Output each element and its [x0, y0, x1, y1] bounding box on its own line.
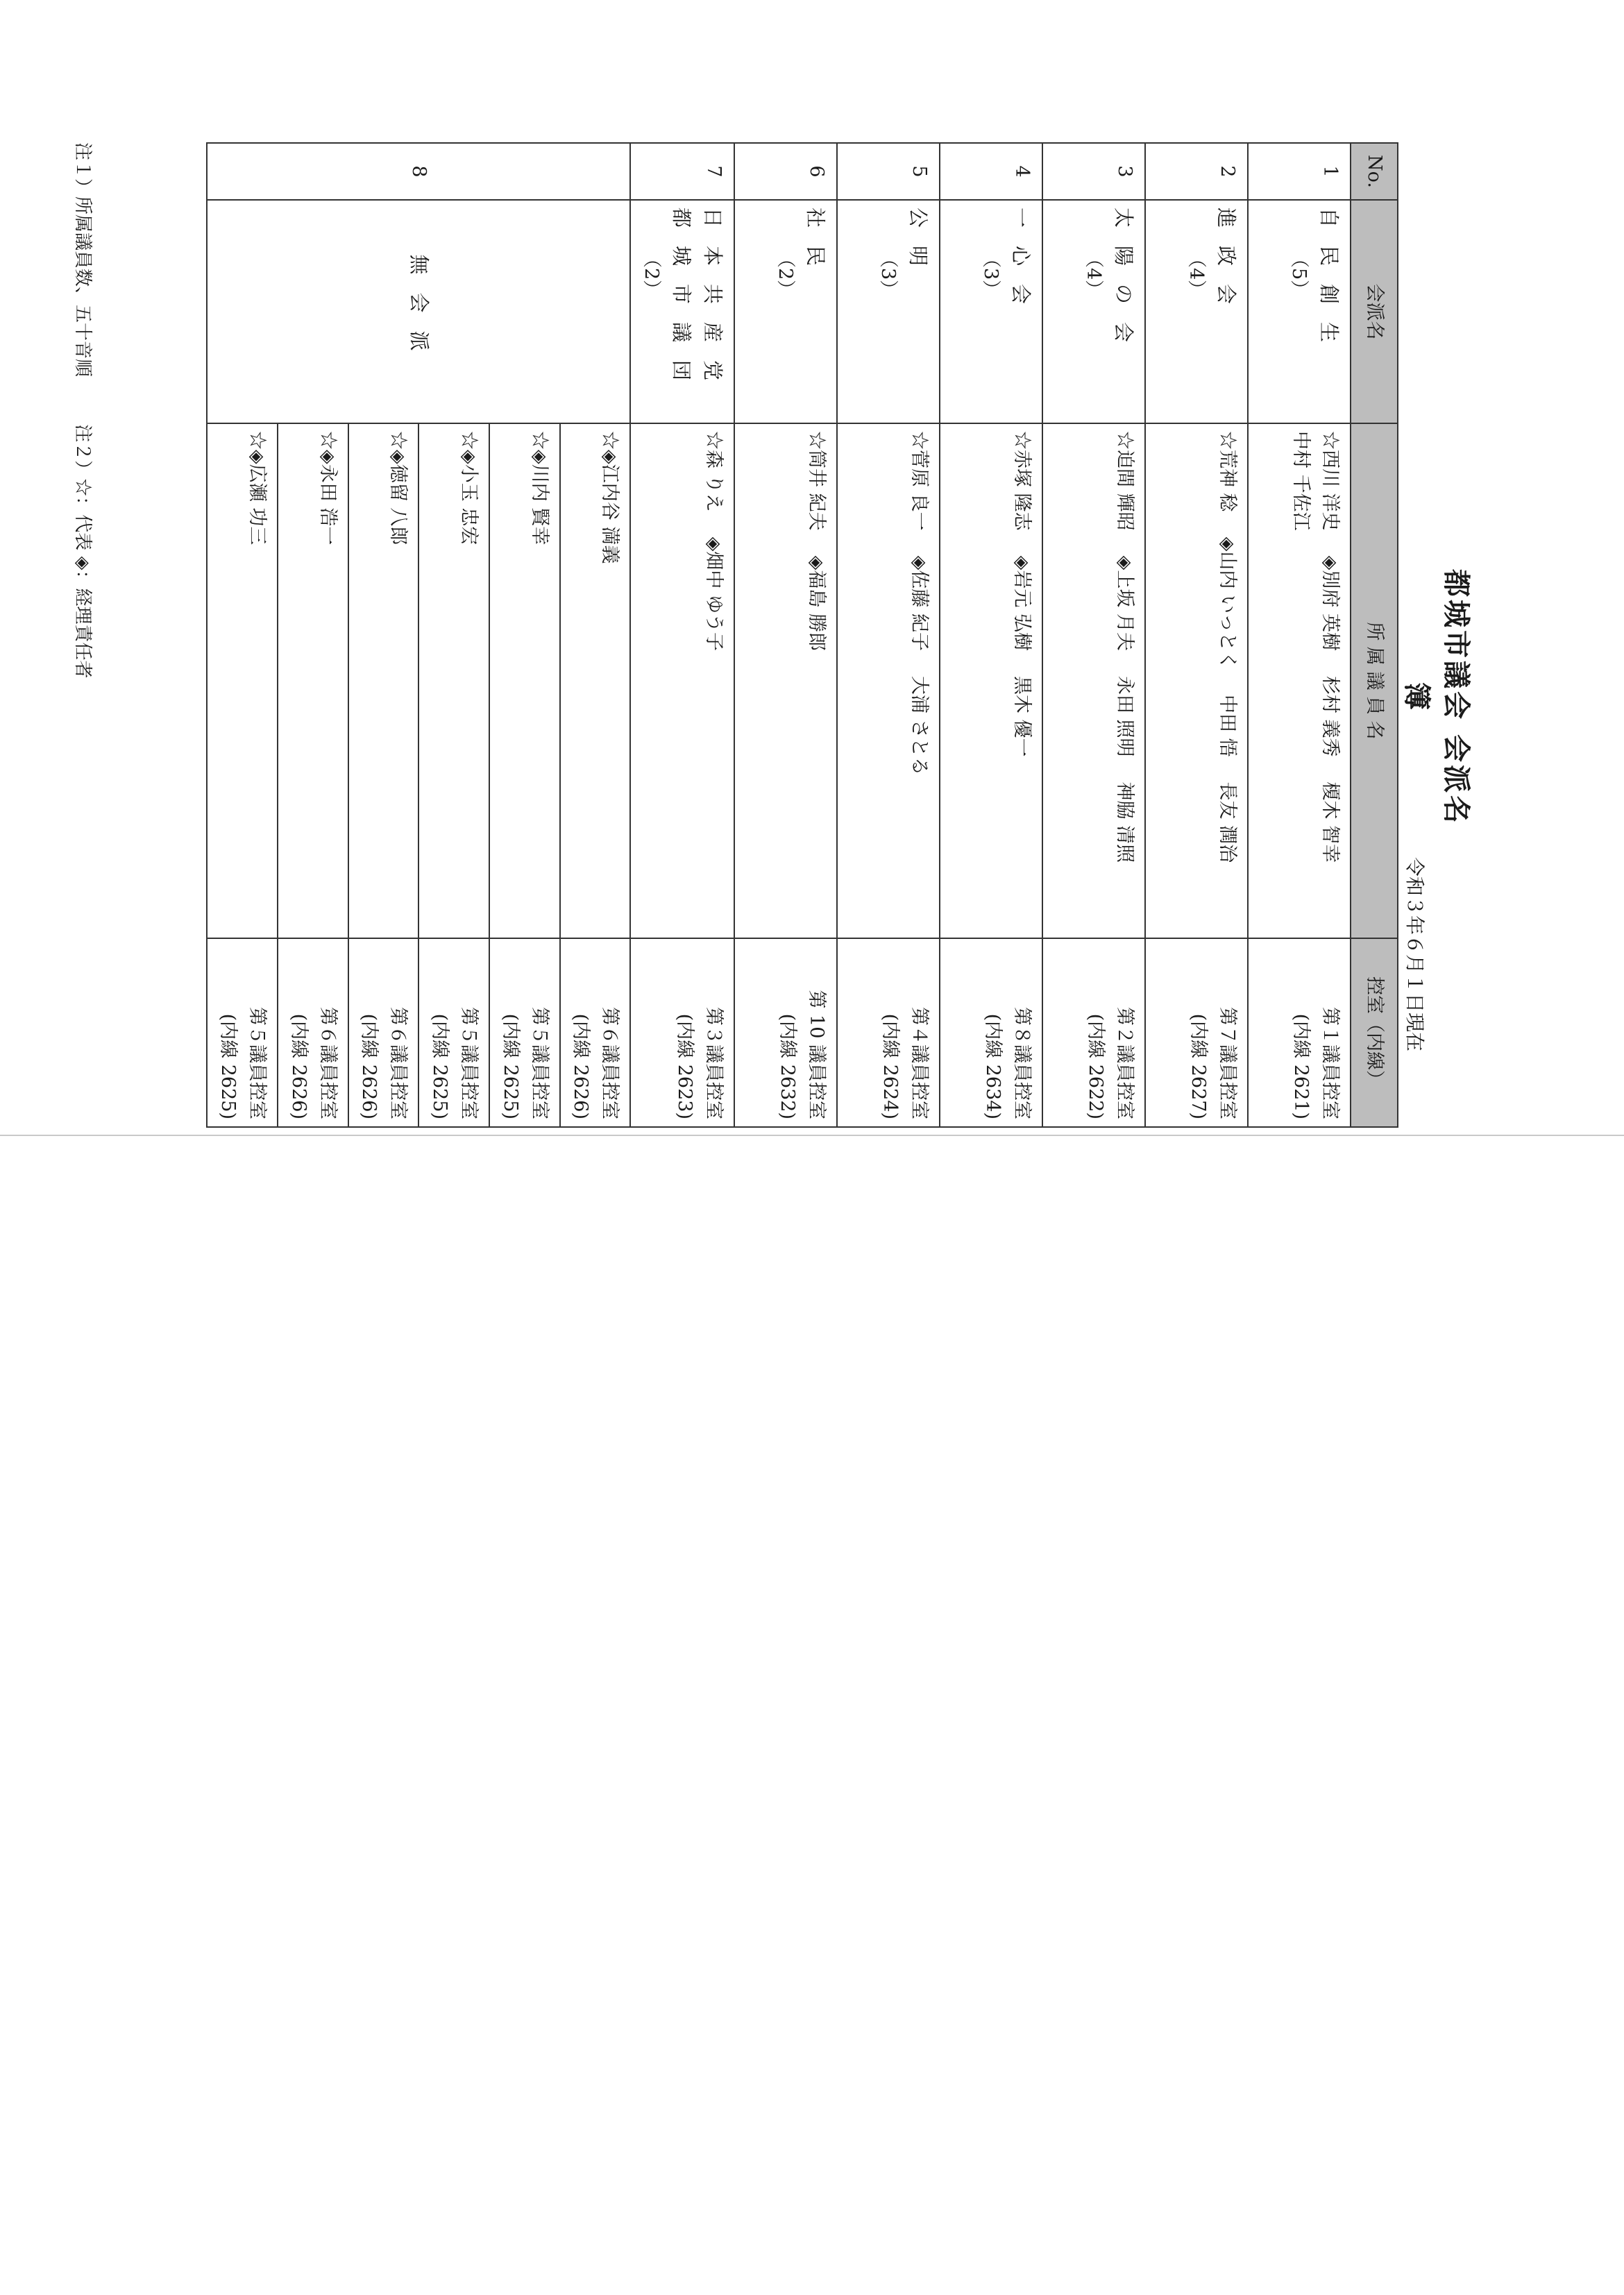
member-name: 中田 悟 — [1217, 694, 1238, 757]
header-no: No. — [1351, 143, 1398, 200]
room-text: (内線 2622) — [1085, 1013, 1107, 1119]
faction-name-cell — [734, 200, 837, 423]
faction-name-cell — [940, 200, 1042, 423]
room-text: 第６議員控室 — [599, 1007, 621, 1119]
room-text: (内線 2625) — [499, 1013, 521, 1119]
room-text: 第５議員控室 — [246, 1007, 268, 1119]
faction-no — [1042, 143, 1145, 200]
faction-room — [837, 938, 940, 1127]
faction-name: 社民 — [804, 208, 827, 285]
member-name: 長友 潤治 — [1217, 781, 1238, 863]
faction-no — [837, 143, 940, 200]
independent-member — [348, 423, 419, 938]
faction-room — [734, 938, 837, 1127]
faction-room — [940, 938, 1042, 1127]
member-name: 榎木 智幸 — [1319, 781, 1341, 863]
member-count: （3） — [877, 249, 899, 299]
faction-name: 進政会 — [1215, 208, 1238, 323]
room-text: (内線 2624) — [879, 1013, 902, 1119]
faction-no — [1145, 143, 1248, 200]
faction-row — [1042, 143, 1145, 1127]
faction-name-cell — [837, 200, 940, 423]
header-faction: 会派名 — [1351, 200, 1398, 423]
room-text: 第７議員控室 — [1217, 1007, 1238, 1119]
document-title: 都城市議会 会派名簿 — [1401, 569, 1473, 826]
independent-member — [489, 423, 560, 938]
roster-body — [207, 143, 1351, 1127]
faction-members — [1145, 423, 1248, 938]
faction-members — [1042, 423, 1145, 938]
member-name: ☆菅原 良一 — [908, 431, 930, 531]
faction-no-text: 5 — [908, 165, 930, 178]
room-text: (内線 2626) — [570, 1013, 592, 1119]
faction-no-text: 1 — [1319, 165, 1341, 178]
member-name: ◈上坂 月夫 — [1114, 555, 1135, 651]
member-name: ☆迫間 輝昭 — [1114, 431, 1135, 531]
faction-no-text: 4 — [1011, 165, 1033, 178]
faction-name-cell — [1042, 200, 1145, 423]
member-name: ◈岩元 弘樹 — [1011, 555, 1033, 651]
faction-name: 自民創生 — [1317, 208, 1341, 361]
faction-name-cell — [630, 200, 734, 423]
member-name: ☆◈川内 賢幸 — [528, 431, 550, 545]
faction-room — [1248, 938, 1351, 1127]
room-text: 第１議員控室 — [1319, 1007, 1341, 1119]
member-name: ☆◈小玉 忠宏 — [457, 431, 480, 545]
member-count: （2） — [775, 249, 797, 299]
faction-no — [207, 143, 630, 200]
faction-row — [940, 143, 1042, 1127]
room-text: (内線 2632) — [777, 1013, 799, 1119]
faction-members — [734, 423, 837, 938]
faction-row — [1145, 143, 1248, 1127]
table-header-row — [1351, 143, 1398, 1127]
faction-row — [1248, 143, 1351, 1127]
member-name: ☆西川 洋史 — [1319, 431, 1341, 531]
room-text: 第５議員控室 — [457, 1007, 480, 1119]
faction-no — [630, 143, 734, 200]
faction-name: 一心会 — [1009, 208, 1033, 323]
faction-name-cell — [1145, 200, 1248, 423]
room-text: 第 10 議員控室 — [806, 990, 827, 1119]
room-text: 第３議員控室 — [703, 1007, 725, 1119]
room-text: 第６議員控室 — [316, 1007, 339, 1119]
faction-room — [1145, 938, 1248, 1127]
faction-no-text: 3 — [1114, 165, 1135, 178]
header-members: 所 属 議 員 名 — [1351, 423, 1398, 938]
member-name: 中村 千佐江 — [1290, 431, 1312, 531]
member-name: ☆筒井 紀夫 — [806, 431, 827, 531]
faction-room — [630, 938, 734, 1127]
independent-member — [207, 423, 278, 938]
member-name: ☆◈広瀬 功三 — [246, 431, 268, 545]
faction-roster-table — [206, 142, 1398, 1128]
faction-room — [1042, 938, 1145, 1127]
faction-row — [734, 143, 837, 1127]
member-name: ◈佐藤 紀子 — [908, 555, 930, 651]
faction-name: 公明 — [906, 208, 930, 285]
member-count: （4） — [1083, 249, 1105, 299]
faction-name-cell — [207, 200, 630, 423]
roster-document — [72, 142, 1478, 1119]
faction-row — [630, 143, 734, 1127]
room-text: (内線 2623) — [674, 1013, 696, 1119]
member-count: （5） — [1288, 249, 1310, 299]
member-name: ☆◈徳留 八郎 — [387, 431, 409, 545]
faction-no — [734, 143, 837, 200]
member-name: 黒木 優一 — [1011, 675, 1033, 757]
member-name: 永田 照明 — [1114, 675, 1135, 757]
room-text: 第６議員控室 — [387, 1007, 409, 1119]
member-count: （4） — [1185, 249, 1208, 299]
footnote-2: 注２）☆：代表 ◈：経理責任者 — [72, 424, 93, 679]
member-name: ☆赤塚 隆志 — [1011, 431, 1033, 531]
independent-member — [418, 423, 489, 938]
independent-room — [489, 938, 560, 1127]
member-name: ◈山内 いっとく — [1217, 536, 1238, 670]
independent-row — [560, 143, 631, 1127]
as-of-date: 令和３年６月１日現在 — [1403, 856, 1426, 1051]
faction-members — [940, 423, 1042, 938]
member-name: ◈別府 英樹 — [1319, 555, 1341, 651]
faction-no-text: 2 — [1217, 165, 1238, 178]
member-name: ◈福島 勝郎 — [806, 555, 827, 651]
member-name: ☆◈永田 浩一 — [316, 431, 339, 545]
member-name: 神脇 清照 — [1114, 781, 1135, 863]
faction-no — [940, 143, 1042, 200]
independent-room — [418, 938, 489, 1127]
independent-room — [207, 938, 278, 1127]
faction-name: 無会派 — [407, 254, 431, 369]
member-name: ◈畑中 ゆう子 — [703, 536, 725, 651]
room-text: (内線 2625) — [429, 1013, 451, 1119]
room-text: (内線 2625) — [217, 1013, 239, 1119]
faction-members — [1248, 423, 1351, 938]
header-room: 控室（内線） — [1351, 938, 1398, 1127]
independent-member — [278, 423, 348, 938]
room-text: 第５議員控室 — [528, 1007, 550, 1119]
footnotes — [71, 142, 97, 1065]
room-text: (内線 2627) — [1187, 1013, 1210, 1119]
faction-members — [837, 423, 940, 938]
faction-members — [630, 423, 734, 938]
page-fold-line — [0, 1135, 1624, 1136]
faction-no-text: 7 — [703, 165, 725, 178]
independent-room — [348, 938, 419, 1127]
independent-member — [560, 423, 631, 938]
faction-no-text: 8 — [408, 165, 430, 178]
member-count: （2） — [641, 249, 663, 299]
room-text: (内線 2634) — [982, 1013, 1004, 1119]
member-name: 大浦 さとる — [908, 675, 930, 776]
faction-no-text: 6 — [806, 165, 827, 178]
room-text: (内線 2626) — [358, 1013, 380, 1119]
faction-row — [837, 143, 940, 1127]
room-text: (内線 2621) — [1290, 1013, 1312, 1119]
member-name: ☆◈江内谷 満義 — [599, 431, 621, 564]
member-name: 杉村 義秀 — [1319, 675, 1341, 757]
member-name: ☆荒神 稔 — [1217, 431, 1238, 512]
footnote-1: 注１）所属議員数、五十音順 — [72, 142, 93, 378]
member-count: （3） — [980, 249, 1002, 299]
independent-room — [278, 938, 348, 1127]
faction-no — [1248, 143, 1351, 200]
room-text: 第２議員控室 — [1114, 1007, 1135, 1119]
faction-name: 日本共産党都城市議団 — [670, 208, 725, 399]
room-text: (内線 2626) — [287, 1013, 310, 1119]
independent-room — [560, 938, 631, 1127]
member-name: ☆森 りえ — [703, 431, 725, 512]
room-text: 第４議員控室 — [908, 1007, 930, 1119]
faction-name-cell — [1248, 200, 1351, 423]
faction-name: 太陽の会 — [1112, 208, 1135, 361]
room-text: 第８議員控室 — [1011, 1007, 1033, 1119]
